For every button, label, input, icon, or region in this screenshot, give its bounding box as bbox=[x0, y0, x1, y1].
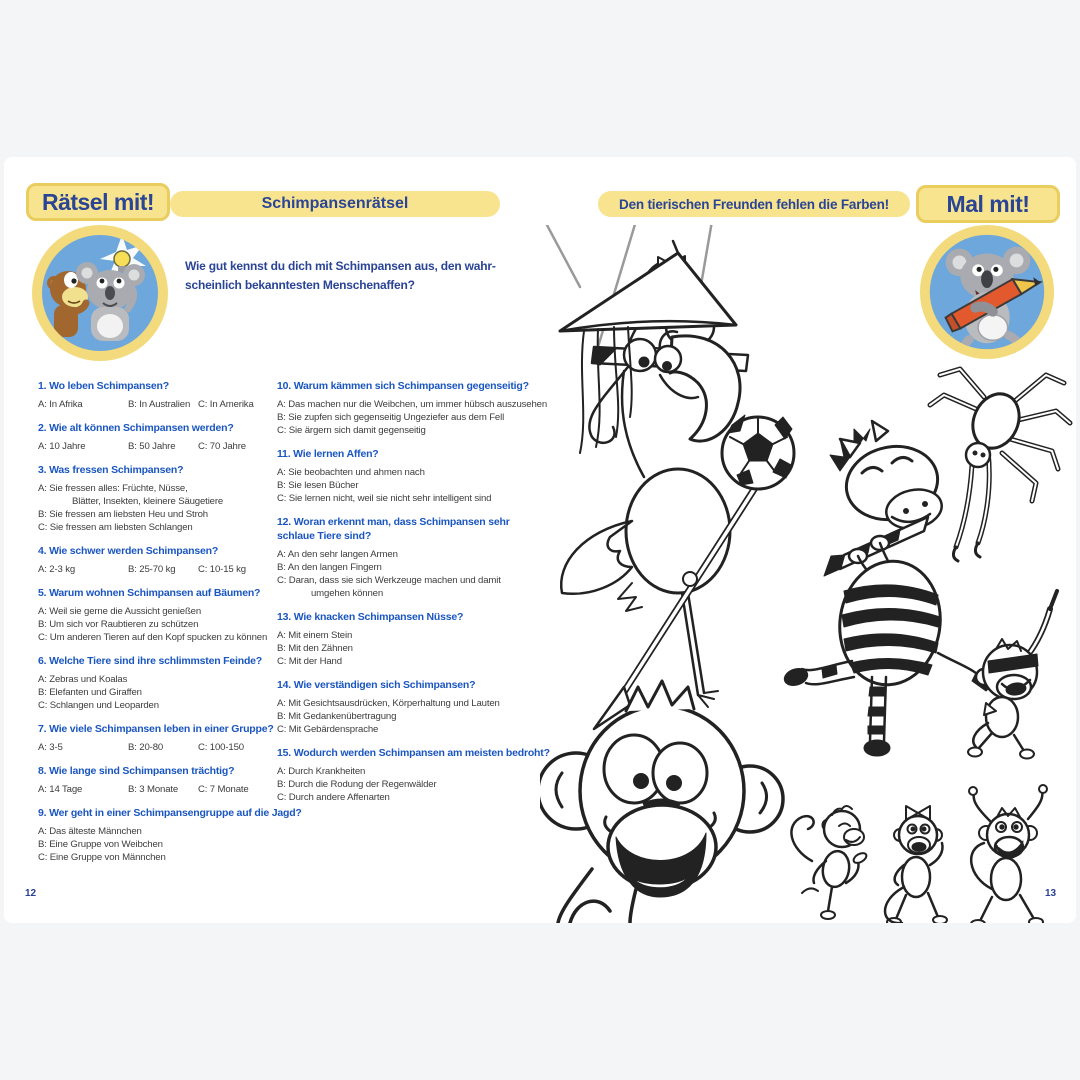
answer-option: umgehen können bbox=[311, 588, 384, 599]
zebra-playing-flute-illustration bbox=[782, 421, 992, 756]
question-title: 14. Wie verständigen sich Schimpansen? bbox=[277, 679, 476, 691]
answer-option: B: Sie zupfen sich gegenseitig Ungeziefer aus dem Fell bbox=[277, 412, 505, 423]
question-title: 8. Wie lange sind Schimpansen trächtig? bbox=[38, 765, 235, 777]
raetsel-mit-badge bbox=[26, 183, 170, 221]
coloring-illustration bbox=[540, 225, 1080, 923]
answer-option: A: Mit einem Stein bbox=[277, 630, 353, 641]
quiz-question bbox=[38, 806, 302, 864]
answer-option: C: Sie fressen am liebsten Schlangen bbox=[38, 522, 193, 533]
answer-option: A: 3-5 bbox=[38, 742, 63, 753]
answer-option: B: Um sich vor Raubtieren zu schützen bbox=[38, 619, 199, 630]
question-title: 9. Wer geht in einer Schimpansengruppe auf die Jagd? bbox=[38, 807, 302, 819]
three-dancing-monkeys-illustration bbox=[791, 785, 1047, 923]
quiz-question bbox=[38, 379, 278, 411]
quiz-question bbox=[38, 722, 278, 754]
question-title: 13. Wie knacken Schimpansen Nüsse? bbox=[277, 611, 464, 623]
spider-illustration bbox=[930, 369, 1070, 561]
question-options bbox=[277, 697, 533, 736]
quiz-column-2 bbox=[277, 379, 550, 814]
quiz-column-1 bbox=[38, 379, 302, 874]
question-title: 10. Warum kämmen sich Schimpansen gegenseitig? bbox=[277, 380, 529, 392]
question-options bbox=[38, 482, 278, 534]
answer-option: A: Sie beobachten und ahmen nach bbox=[277, 467, 425, 478]
answer-option: B: 20-80 bbox=[128, 742, 164, 753]
quiz-question bbox=[38, 764, 278, 796]
answer-option: B: Mit den Zähnen bbox=[277, 643, 353, 654]
answer-option: B: Sie fressen am liebsten Heu und Stroh bbox=[38, 509, 208, 520]
answer-option: A: 14 Tage bbox=[38, 784, 83, 795]
answer-option: A: In Afrika bbox=[38, 399, 83, 410]
coloring-title-label: Den tierischen Freunden fehlen die Farben! bbox=[619, 196, 889, 212]
answer-option: C: Durch andere Affenarten bbox=[277, 792, 390, 803]
monkey-koala-mascot-icon bbox=[30, 223, 170, 363]
question-options bbox=[277, 629, 533, 668]
quiz-question bbox=[38, 421, 278, 453]
question-options bbox=[38, 825, 278, 864]
raetsel-mit-label: Rätsel mit! bbox=[41, 188, 155, 215]
answer-option: C: Daran, dass sie sich Werkzeuge machen und damit bbox=[277, 575, 501, 586]
quiz-question bbox=[277, 379, 548, 437]
question-title: 4. Wie schwer werden Schimpansen? bbox=[38, 545, 219, 557]
question-title: 7. Wie viele Schimpansen leben in einer Gruppe? bbox=[38, 723, 274, 735]
question-options bbox=[38, 563, 278, 576]
answer-option: C: 100-150 bbox=[198, 742, 244, 753]
answer-option: C: In Amerika bbox=[198, 399, 254, 410]
answer-option: B: In Australien bbox=[128, 399, 191, 410]
question-options bbox=[38, 440, 278, 453]
answer-option: C: Mit Gebärdensprache bbox=[277, 724, 379, 735]
question-options bbox=[38, 673, 278, 712]
quiz-title-banner bbox=[170, 191, 500, 217]
question-options bbox=[277, 466, 533, 505]
big-monkey-face-illustration bbox=[540, 681, 783, 923]
answer-option: B: 25-70 kg bbox=[128, 564, 176, 575]
mal-mit-label: Mal mit! bbox=[946, 190, 1030, 217]
quiz-question bbox=[38, 586, 278, 644]
answer-option: B: Mit Gedankenübertragung bbox=[277, 711, 397, 722]
mal-mit-badge bbox=[916, 185, 1060, 223]
answer-option: B: Elefanten und Giraffen bbox=[38, 687, 142, 698]
answer-option: B: Eine Gruppe von Weibchen bbox=[38, 839, 163, 850]
quiz-question bbox=[38, 654, 278, 712]
question-options bbox=[277, 548, 533, 600]
answer-option: B: 3 Monate bbox=[128, 784, 179, 795]
answer-option: B: 50 Jahre bbox=[128, 441, 176, 452]
answer-option: C: Mit der Hand bbox=[277, 656, 342, 667]
question-title: 6. Welche Tiere sind ihre schlimmsten Feinde? bbox=[38, 655, 263, 667]
question-options bbox=[38, 605, 278, 644]
book-spread bbox=[4, 157, 1076, 923]
question-title: 11. Wie lernen Affen? bbox=[277, 448, 379, 460]
question-options bbox=[38, 398, 278, 411]
question-title: 3. Was fressen Schimpansen? bbox=[38, 464, 184, 476]
quiz-question bbox=[277, 678, 533, 736]
answer-option: B: Durch die Rodung der Regenwälder bbox=[277, 779, 437, 790]
intro-line-1: Wie gut kennst du dich mit Schimpansen aus, den wahr- bbox=[185, 259, 496, 273]
question-options bbox=[277, 765, 533, 804]
answer-option: A: Weil sie gerne die Aussicht genießen bbox=[38, 606, 202, 617]
quiz-question bbox=[277, 515, 533, 600]
question-title: 1. Wo leben Schimpansen? bbox=[38, 380, 169, 392]
answer-option: Blätter, Insekten, kleinere Säugetiere bbox=[72, 496, 224, 507]
answer-option: C: 70 Jahre bbox=[198, 441, 246, 452]
answer-option: C: Sie ärgern sich damit gegenseitig bbox=[277, 425, 426, 436]
quiz-title-label: Schimpansenrätsel bbox=[261, 195, 409, 212]
question-title: 5. Warum wohnen Schimpansen auf Bäumen? bbox=[38, 587, 261, 599]
question-title-line2: schlaue Tiere sind? bbox=[277, 530, 372, 542]
answer-option: A: Das älteste Männchen bbox=[38, 826, 142, 837]
question-title: 2. Wie alt können Schimpansen werden? bbox=[38, 422, 234, 434]
page-number-left: 12 bbox=[25, 888, 37, 899]
question-title: 12. Woran erkennt man, dass Schimpansen sehr bbox=[277, 516, 510, 528]
answer-option: A: Zebras und Koalas bbox=[38, 674, 128, 685]
answer-option: A: 2-3 kg bbox=[38, 564, 76, 575]
monkey-koala-mascot bbox=[30, 223, 170, 363]
question-options bbox=[38, 783, 278, 796]
monkey-with-sunglasses-illustration bbox=[968, 591, 1057, 759]
answer-option: C: Eine Gruppe von Männchen bbox=[38, 852, 166, 863]
answer-option: C: Sie lernen nicht, weil sie nicht sehr intelligent sind bbox=[277, 493, 492, 504]
coloring-title-banner bbox=[598, 191, 910, 217]
page-number-right: 13 bbox=[1045, 888, 1057, 899]
quiz-question bbox=[277, 447, 533, 505]
bird-with-hat-illustration bbox=[560, 241, 762, 729]
answer-option: B: Sie lesen Bücher bbox=[277, 480, 359, 491]
answer-option: A: Das machen nur die Weibchen, um immer hübsch auszusehen bbox=[277, 399, 548, 410]
answer-option: A: Mit Gesichtsausdrücken, Körperhaltung und Lauten bbox=[277, 698, 500, 709]
question-options bbox=[38, 741, 278, 754]
quiz-question bbox=[277, 746, 550, 804]
quiz-question bbox=[38, 544, 278, 576]
quiz-question bbox=[277, 610, 533, 668]
question-title: 15. Wodurch werden Schimpansen am meisten bedroht? bbox=[277, 747, 550, 759]
answer-option: C: 10-15 kg bbox=[198, 564, 246, 575]
answer-option: A: An den sehr langen Armen bbox=[277, 549, 398, 560]
quiz-intro-text bbox=[185, 257, 515, 294]
quiz-question bbox=[38, 463, 278, 534]
answer-option: C: Um anderen Tieren auf den Kopf spucken zu können bbox=[38, 632, 268, 643]
answer-option: A: 10 Jahre bbox=[38, 441, 86, 452]
answer-option: A: Sie fressen alles: Früchte, Nüsse, bbox=[38, 483, 188, 494]
answer-option: A: Durch Krankheiten bbox=[277, 766, 366, 777]
answer-option: C: 7 Monate bbox=[198, 784, 249, 795]
answer-option: C: Schlangen und Leoparden bbox=[38, 700, 159, 711]
intro-line-2: scheinlich bekanntesten Menschenaffen? bbox=[185, 277, 415, 292]
answer-option: B: An den langen Fingern bbox=[277, 562, 382, 573]
soccer-ball-illustration bbox=[722, 415, 794, 489]
question-options bbox=[277, 398, 548, 437]
